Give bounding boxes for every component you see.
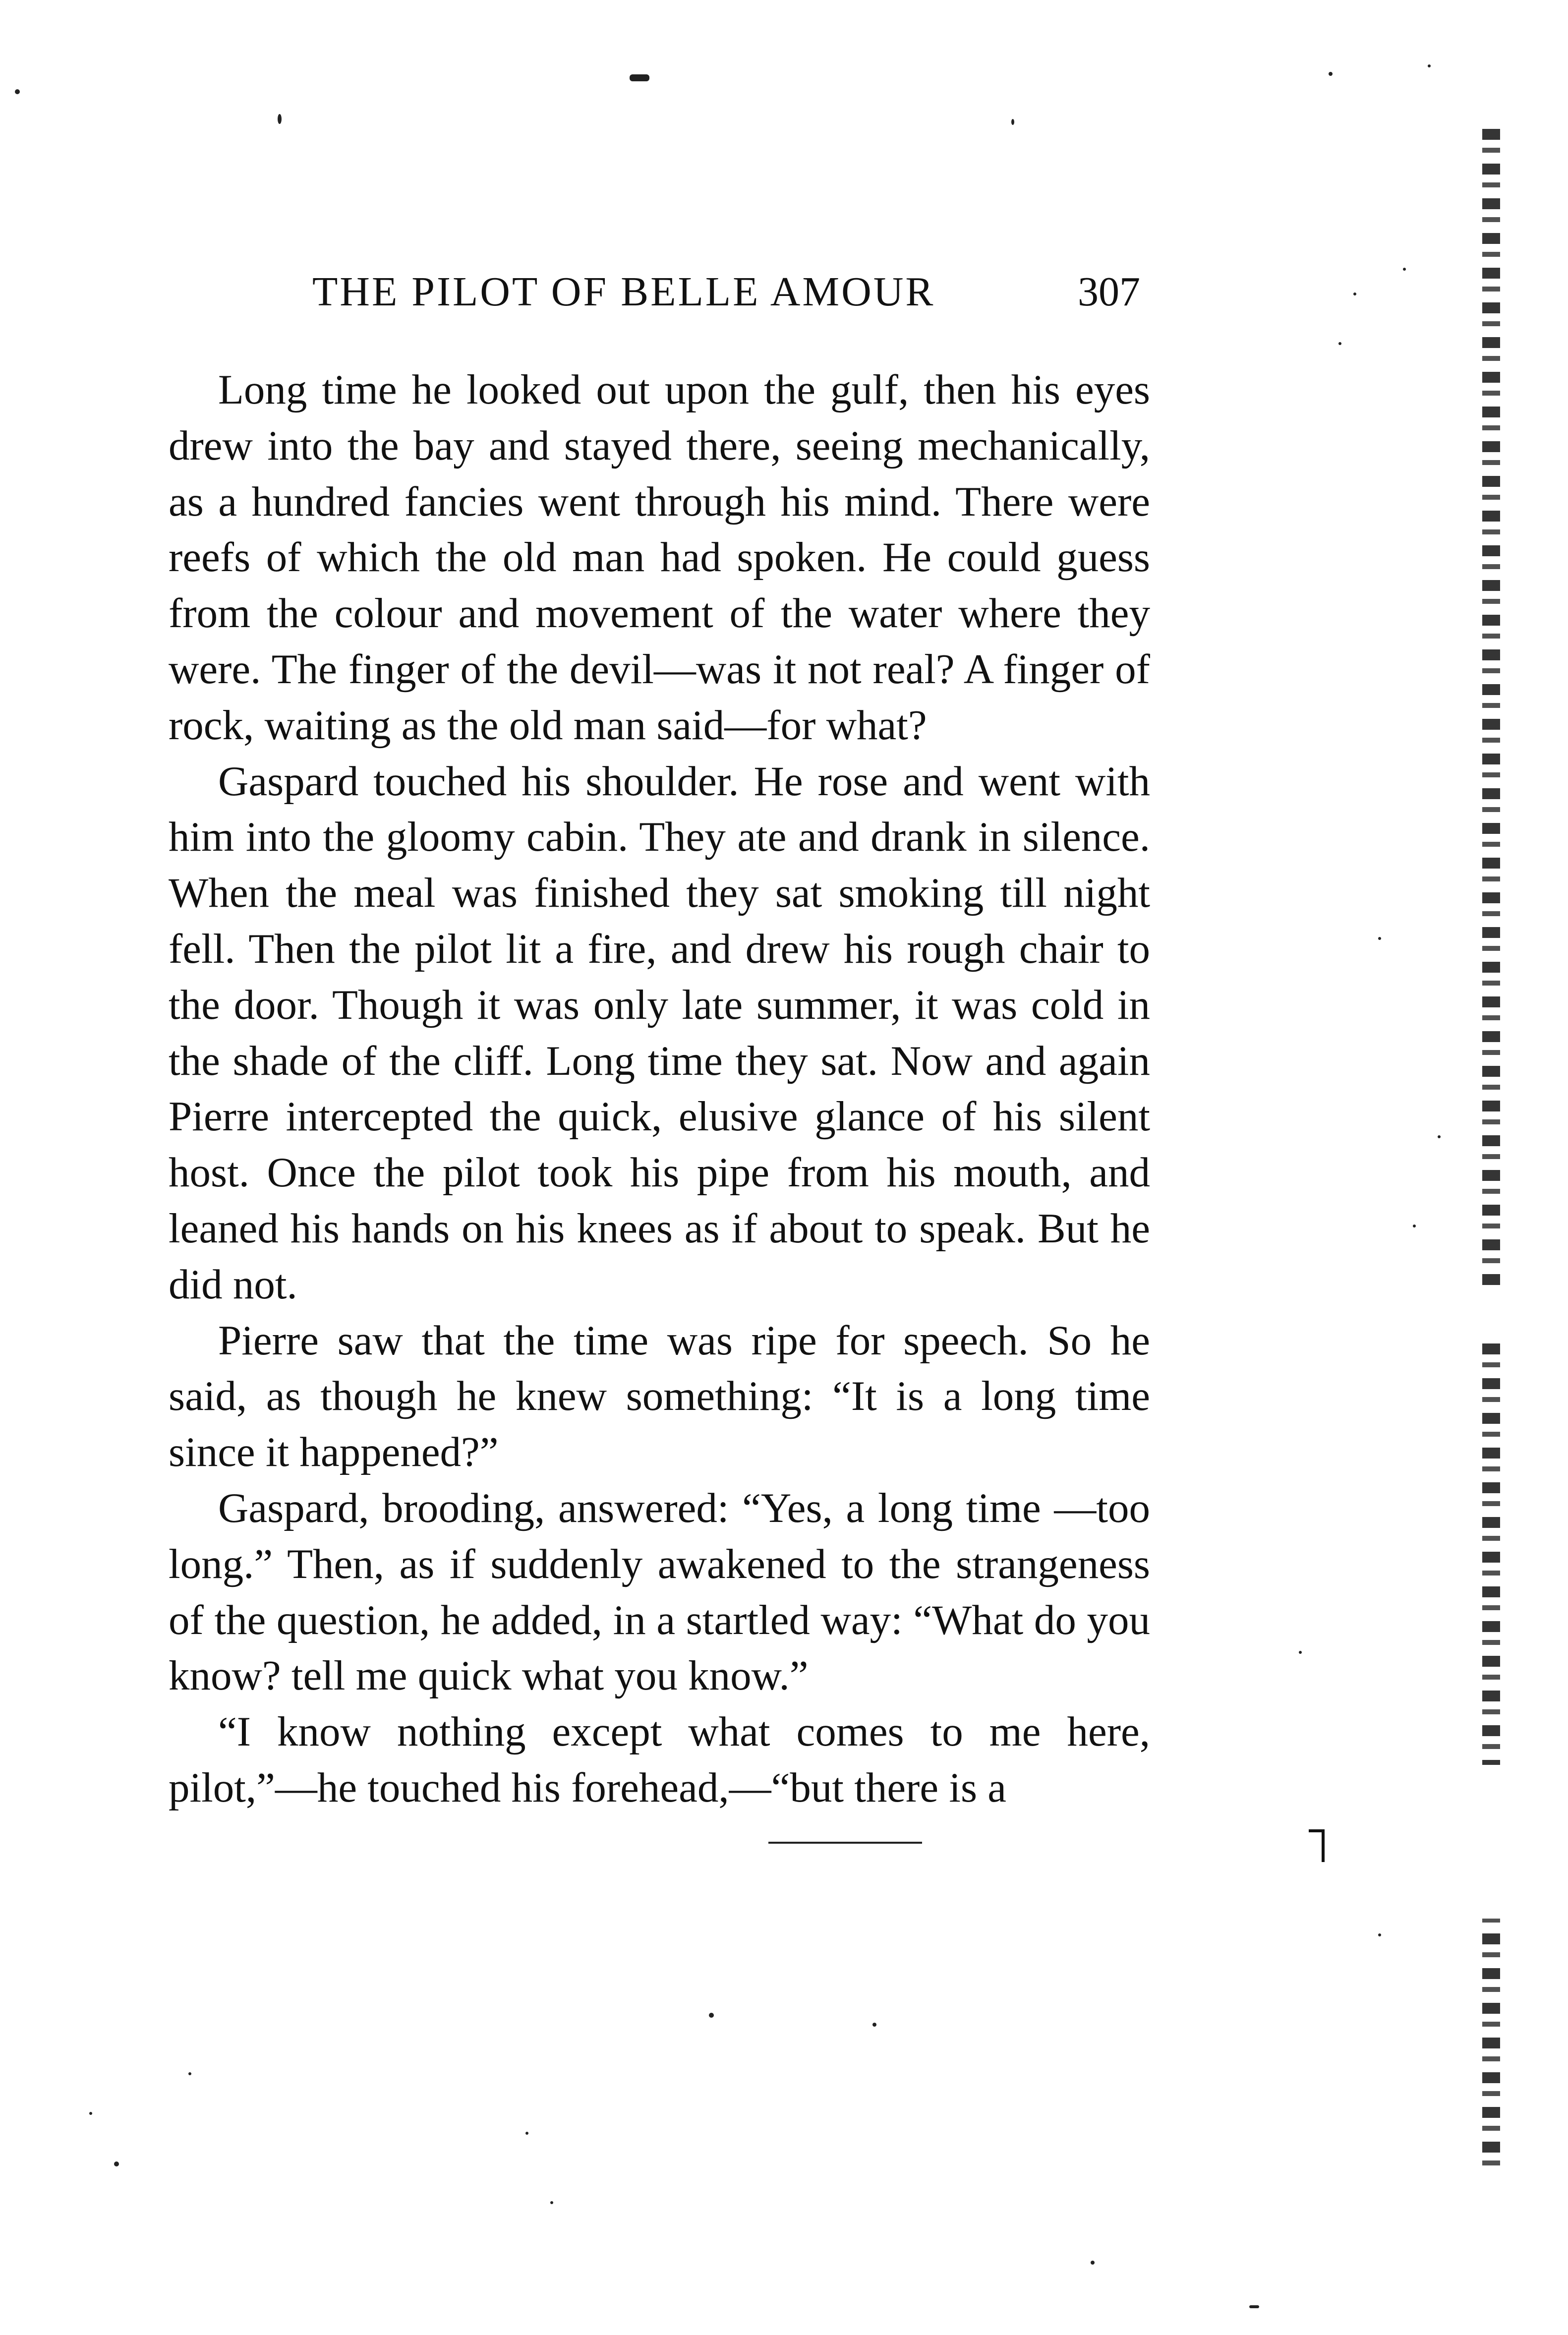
scan-speck (1091, 2261, 1095, 2265)
body-text (169, 362, 1150, 1816)
scan-speck (1329, 72, 1333, 76)
page-header (312, 268, 1140, 327)
running-title: THE PILOT OF BELLE AMOUR (312, 269, 935, 315)
scan-speck (872, 2023, 876, 2027)
paragraph-4: Gaspard, brooding, answered: “Yes, a long time —too long.” Then, as if suddenly awakened to the strangeness of the question, he added, in a startled way: “What do you know? tell me quick what you know.” (169, 1484, 1150, 1699)
scan-speck (1428, 64, 1431, 67)
margin-bracket-mark (1309, 1829, 1325, 1862)
scan-speck (550, 2201, 553, 2204)
scan-speck (1403, 268, 1406, 271)
paragraph-3: Pierre saw that the time was ripe for speech. So he said, as though he knew something: “It is a long time since it happened?” (169, 1317, 1150, 1476)
paragraph-1: Long time he looked out upon the gulf, then his eyes drew into the bay and stayed there, seeing mechanically, as a hundred fancies went through his mind. There were reefs of which the old man had spoken. He could guess from the colour and movement of the water where they were. The finger of the devil—was it not real? A finger of rock, waiting as the old man said—for what? (169, 366, 1150, 749)
scan-speck (188, 2072, 191, 2075)
scan-speck (1413, 1225, 1416, 1227)
scan-speck (525, 2132, 528, 2135)
scan-speck (1338, 342, 1341, 345)
scan-speck (1299, 1651, 1302, 1654)
scan-speck (114, 2161, 119, 2166)
scan-speck (1353, 292, 1356, 295)
scan-speck (278, 114, 282, 124)
scan-speck (1378, 937, 1381, 940)
paragraph-5: “I know nothing except what comes to me here, pilot,”—he touched his forehead,—“but there is a (169, 1708, 1150, 1811)
scan-speck (1011, 119, 1014, 125)
scan-speck (15, 89, 20, 94)
scan-speck (709, 2013, 714, 2018)
scan-speck (1438, 1135, 1441, 1138)
scan-edge-gap (1477, 1289, 1507, 1343)
page-number: 307 (1078, 269, 1140, 315)
scan-speck (1378, 1933, 1381, 1936)
scan-speck (630, 74, 649, 81)
scan-edge-gap (1477, 1765, 1507, 1919)
scan-speck (89, 2112, 92, 2115)
ink-rule-mark (768, 1842, 922, 1844)
scan-speck (1249, 2305, 1259, 2308)
paragraph-2: Gaspard touched his shoulder. He rose and went with him into the gloomy cabin. They ate and drank in silence. When the meal was finished they sat smoking till night fell. Then the pilot lit a fire, and drew his rough chair to the door. Though it was only late summer, it was cold in the shade of the cliff. Long time they sat. Now and again Pierre intercepted the quick, elusive glance of his silent host. Once the pilot took his pipe from his mouth, and leaned his hands on his knees as if about to speak. But he did not. (169, 758, 1150, 1308)
